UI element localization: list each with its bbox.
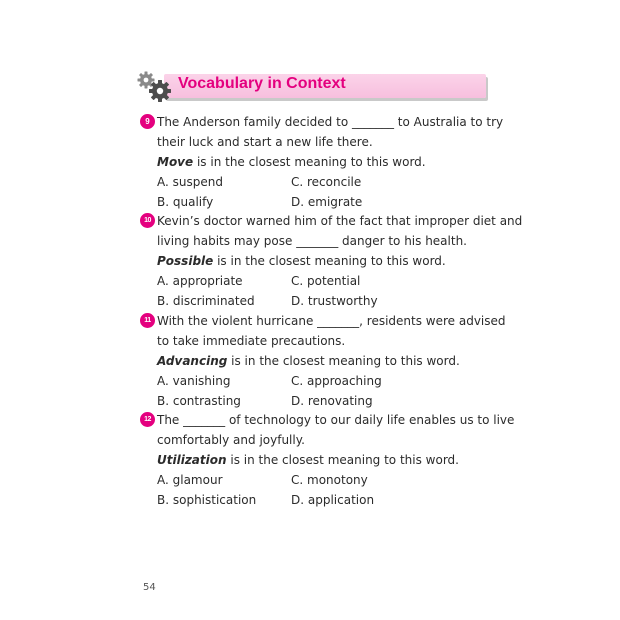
hint-keyword: Move bbox=[157, 154, 194, 169]
hint-text: is in the closest meaning to this word. bbox=[226, 452, 459, 467]
hint-keyword: Possible bbox=[157, 253, 214, 268]
question-text-line: to take immediate precautions. bbox=[157, 333, 346, 348]
section-title: Vocabulary in Context bbox=[178, 75, 346, 92]
question-text-line: comfortably and joyfully. bbox=[157, 432, 305, 447]
option-b[interactable]: B. qualify bbox=[157, 195, 214, 210]
question-text-line: Kevin’s doctor warned him of the fact that improper diet and bbox=[157, 214, 523, 228]
question-text-line: With the violent hurricane _______, residents were advised bbox=[157, 314, 506, 328]
question-number-badge: 11 bbox=[140, 313, 155, 328]
hint-keyword: Advancing bbox=[157, 353, 228, 368]
option-d[interactable]: D. application bbox=[291, 493, 375, 508]
option-c[interactable]: C. reconcile bbox=[291, 175, 362, 190]
question-hint bbox=[157, 254, 446, 268]
question-number-badge: 9 bbox=[140, 114, 155, 129]
option-a[interactable]: A. appropriate bbox=[157, 274, 243, 289]
option-c[interactable]: C. monotony bbox=[291, 473, 368, 488]
option-d[interactable]: D. renovating bbox=[291, 394, 373, 409]
question-text-line: The _______ of technology to our daily life enables us to live bbox=[157, 413, 515, 427]
option-d[interactable]: D. emigrate bbox=[291, 195, 363, 210]
option-c[interactable]: C. potential bbox=[291, 274, 361, 289]
option-a[interactable]: A. vanishing bbox=[157, 374, 231, 389]
option-c[interactable]: C. approaching bbox=[291, 374, 382, 389]
hint-text: is in the closest meaning to this word. bbox=[213, 253, 446, 268]
question-number-badge: 12 bbox=[140, 412, 155, 427]
option-b[interactable]: B. discriminated bbox=[157, 294, 255, 309]
question-number-badge: 10 bbox=[140, 213, 155, 228]
question-text-line: their luck and start a new life there. bbox=[157, 134, 373, 149]
hint-text: is in the closest meaning to this word. bbox=[227, 353, 460, 368]
question-hint bbox=[157, 155, 426, 169]
hint-text: is in the closest meaning to this word. bbox=[193, 154, 426, 169]
page-number: 54 bbox=[143, 582, 156, 593]
option-b[interactable]: B. sophistication bbox=[157, 493, 257, 508]
question-hint bbox=[157, 354, 460, 368]
question-hint bbox=[157, 453, 459, 467]
option-a[interactable]: A. glamour bbox=[157, 473, 223, 488]
option-d[interactable]: D. trustworthy bbox=[291, 294, 378, 309]
option-b[interactable]: B. contrasting bbox=[157, 394, 241, 409]
question-text-line: The Anderson family decided to _______ to Australia to try bbox=[157, 115, 504, 129]
question-text-line: living habits may pose _______ danger to his health. bbox=[157, 233, 467, 248]
hint-keyword: Utilization bbox=[157, 452, 227, 467]
option-a[interactable]: A. suspend bbox=[157, 175, 223, 190]
